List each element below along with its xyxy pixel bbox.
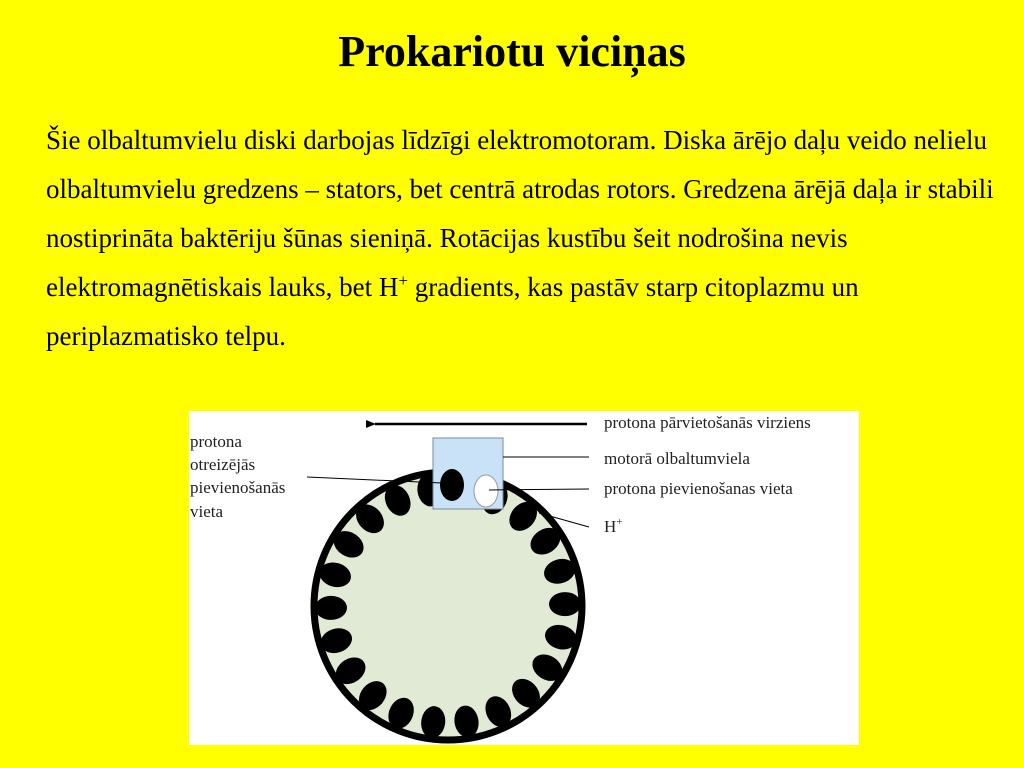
- diagram-svg: [189, 411, 859, 745]
- label-release-line2: otreizējās: [190, 455, 256, 474]
- binding-site-ellipse: [474, 475, 498, 507]
- body-superscript-plus: +: [398, 271, 409, 290]
- label-proton: [604, 516, 623, 536]
- label-proton-symbol: H: [604, 517, 617, 536]
- slide-title: Prokariotu viciņas: [338, 27, 686, 76]
- slide-body-text: [46, 116, 1006, 361]
- body-text-part2: gradients, kas pastāv starp citoplazmu un periplazmatisko telpu.: [46, 272, 859, 351]
- label-proton-superscript: +: [616, 516, 623, 528]
- release-site-dot: [440, 469, 464, 501]
- rotor-disc: [314, 472, 582, 740]
- label-release-line4: vieta: [190, 502, 224, 521]
- label-release-line1: protona: [190, 432, 242, 451]
- label-motor-protein: motorā olbaltumviela: [604, 449, 750, 468]
- label-release-line3: pievienošanās: [190, 478, 286, 497]
- body-text-part1: Šie olbaltumvielu diski darbojas līdzīgi elektromotoram. Diska ārējo daļu veido nelielu olbaltumvielu gredzens – stators, bet centrā atrodas rotors. Gredzena ārējā daļa ir stabili nostiprināta baktēriju šūnas sieniņā. Rotācijas kustību šeit nodrošina nevis elektromagnētiskais lauks, bet H: [46, 125, 994, 302]
- label-binding-site: protona pievienošanas vieta: [604, 479, 793, 498]
- flagellar-motor-diagram: [189, 411, 859, 745]
- label-direction: protona pārvietošanās virziens: [604, 413, 811, 432]
